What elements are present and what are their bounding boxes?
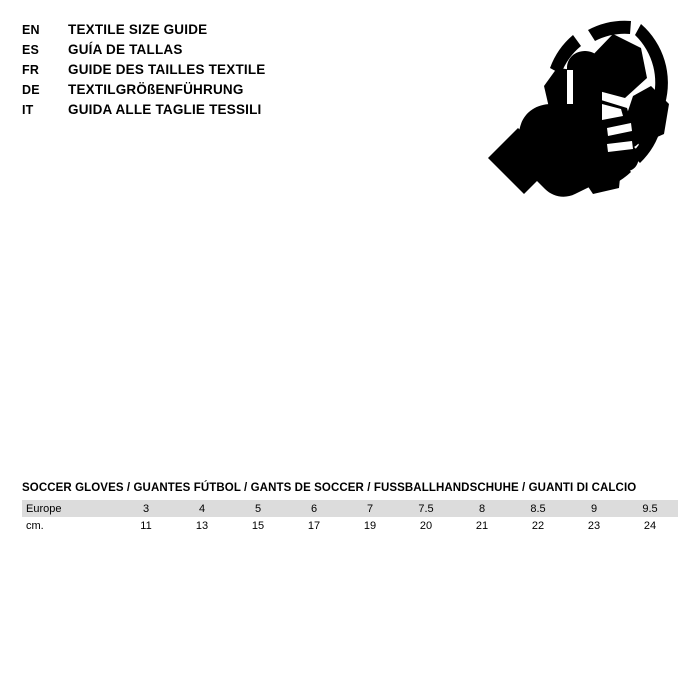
- language-code: EN: [22, 23, 40, 37]
- table-cell: 23: [566, 517, 622, 534]
- table-cell: 21: [454, 517, 510, 534]
- language-code: FR: [22, 63, 40, 77]
- language-row-de: [22, 80, 442, 100]
- language-title: TEXTILE SIZE GUIDE: [68, 22, 208, 37]
- language-title: GUIDA ALLE TAGLIE TESSILI: [68, 102, 262, 117]
- language-row-es: [22, 40, 442, 60]
- table-cell: 3: [118, 500, 174, 517]
- language-row-en: [22, 20, 442, 40]
- size-chart-title: SOCCER GLOVES / GUANTES FÚTBOL / GANTS DE SOCCER / FUSSBALLHANDSCHUHE / GUANTI DI CALCIO: [22, 482, 637, 494]
- row-label: Europe: [22, 500, 118, 517]
- language-title: GUÍA DE TALLAS: [68, 42, 183, 57]
- table-cell: 24: [622, 517, 678, 534]
- size-table: [22, 500, 678, 534]
- language-title: TEXTILGRÖßENFÜHRUNG: [68, 82, 244, 97]
- language-code: DE: [22, 83, 40, 97]
- language-title: GUIDE DES TAILLES TEXTILE: [68, 62, 266, 77]
- table-cell: 15: [230, 517, 286, 534]
- table-cell: 22: [510, 517, 566, 534]
- table-cell: 5: [230, 500, 286, 517]
- language-code: IT: [22, 103, 34, 117]
- table-cell: 8.5: [510, 500, 566, 517]
- table-cell: 19: [342, 517, 398, 534]
- table-cell: 7.5: [398, 500, 454, 517]
- language-title-list: [22, 20, 442, 120]
- table-cell: 8: [454, 500, 510, 517]
- table-row: [22, 500, 678, 517]
- table-cell: 6: [286, 500, 342, 517]
- language-code: ES: [22, 43, 40, 57]
- table-cell: 17: [286, 517, 342, 534]
- row-label: cm.: [22, 517, 118, 534]
- table-cell: 9.5: [622, 500, 678, 517]
- table-cell: 9: [566, 500, 622, 517]
- table-row: [22, 517, 678, 534]
- table-cell: 7: [342, 500, 398, 517]
- size-chart: [22, 482, 678, 534]
- language-row-it: [22, 100, 442, 120]
- language-row-fr: [22, 60, 442, 80]
- table-cell: 20: [398, 517, 454, 534]
- table-cell: 4: [174, 500, 230, 517]
- table-cell: 11: [118, 517, 174, 534]
- goalkeeper-glove-and-ball-icon: [455, 8, 670, 213]
- table-cell: 13: [174, 517, 230, 534]
